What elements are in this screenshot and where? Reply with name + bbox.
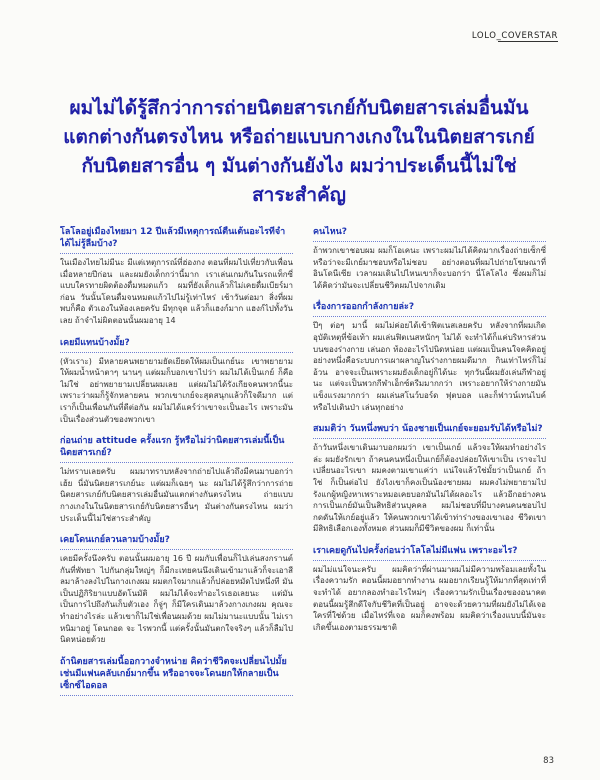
question: ก่อนถ่าย attitude ครั้งแรก รู้หรือไม่ว่านิตยสารเล่มนี้เป็นนิตยสารเกย์? [60,435,293,463]
question: ถ้านิตยสารเล่มนี้ออกวางจำหน่าย คิดว่าชีวิตจะเปลี่ยนไปมั้ย เช่นมีแฟนคลับเกย์มากขึ้น หรืออาจจะโดนยกให้กลายเป็นเซ็กซ์ไอดอล [60,656,293,696]
question: เราเคยดูกันไปครั้งก่อนว่าโลโลไม่มีแฟน เพราะอะไร? [313,545,546,561]
qa-block [60,435,293,524]
question: สมมติว่า วันหนึ่งพบว่า น้องชายเป็นเกย์จะยอมรับได้หรือไม่? [313,423,546,439]
qa-block [313,423,546,535]
question: โลโลอยู่เมืองไทยมา 12 ปีแล้วมีเหตุการณ์ตื่นเต้นอะไรที่จำได้ไม่รู้ลืมบ้าง? [60,226,293,254]
qa-block [60,337,293,426]
answer: เคยมีครั้งนึงครับ ตอนนั้นผมอายุ 16 ปี ผมกับเพื่อนก็ไปเล่นสงกรานต์กันที่พัทยา ไปกันกลุ่มใหญ่ๆ ก็มีกะเทยคนนึงเดินเข้ามาแล้วก็จะเอาสีลมาล้างลงไปในกางเกงผม ผมตกใจมากแล้วก็ปล่อยหมัดไปหนึ่งที มันเป็นปฏิกิริยาแบบอัตโนมัติ ผมไม่ได้จะทำอะไรเธอเลยนะ แต่มันเป็นการไปถึงกันเก็บตัวเอง ก็จู่ๆ ก็มีใครเดินมาล้วงกางเกงผม คุณจะทำอย่างไรล่ะ แล้วเขาก็ไม่ใช่เพื่อนผมด้วย ผมไม่มานะแบบนั้น ไม่เราหนิมาอยู่ โดนกอด จะ ไรพวกนี้ แต่ครั้งนั้นมันตกใจจริงๆ แล้วก็ลืมไปนิดหน่อยด้วย [60,554,293,645]
section-tag: LOLO_COVERSTAR [471,31,558,41]
question: เคยโดนเกย์ลวนลามบ้างมั้ย? [60,534,293,550]
question: เรื่องการออกกำลังกายล่ะ? [313,301,546,317]
left-column [60,226,293,756]
answer: ถ้าพวกเขาชอบผม ผมก็โอเคนะ เพราะผมไม่ได้คิดมากเรื่องถ่ายเซ็กซี่ หรือว่าจะมีเกย์มาชอบหรือไม่ชอบ อย่างตอนที่ผมไปถ่ายโฆษณาที่อินโดนีเซีย เวลาผมเดินไปไหนเขาก็จะบอกว่า นี่โลโลไง ซึ่งผมก็ไม่ได้คิดว่ามันจะเปลี่ยนชีวิตผมไปจากเดิม [313,246,546,290]
right-column [313,226,546,756]
answer: ผมไม่แน่ใจนะครับ ผมคิดว่าที่ผ่านมาผมไม่มีความพร้อมเลยทั้งในเรื่องความรัก ตอนนี้ผมอยากทำงาน ผมอยากเรียนรู้ให้มากที่สุดเท่าที่จะทำได้ อยากลองทำอะไรใหม่ๆ เรื่องความรักเป็นเรื่องของอนาคต ตอนนี้ผมรู้สึกดีใจกับชีวิตที่เป็นอยู่ อาจจะด้วยความที่ผมยังไม่ได้เจอใครที่ใช่ด้วย เมื่อไหร่ที่เจอ ผมก็คงพร้อม ผมคิดว่าเรื่องแบบนี้มันจะเกิดขึ้นเองตามธรรมชาติ [313,564,546,632]
answer: ถ้าวันหนึ่งเขาเดินมาบอกผมว่า เขาเป็นเกย์ แล้วจะให้ผมทำอย่างไรล่ะ ผมยังรักเขา ถ้าคนคนหนึ่งเป็นเกย์ก็ต้องปล่อยให้เขาเป็น เราจะไปเปลี่ยนอะไรเขา ผมคงตามเขาแค่ว่า แน่ใจแล้วใช่มั้ยว่าเป็นเกย์ ถ้าใช่ ก็เป็นต่อไป ยังไงเขาก็คงเป็นน้องชายผม ผมคงไม่พยายามไปรังแกผู้หญิงหาเพราะหมอเคยบอกมันไม่ได้ผลอะไร แล้วอีกอย่างคนการเป็นเกย์มันเป็นสิทธิส่วนบุคคล ผมไม่ชอบที่มีบางคนคนชอบไปกดดันให้เกย์อยู่แล้ว ให้คนพวกเขาได้เข้าท่าร่างของเขาเอง ชีวิตเขามีสิทธิเลือกเองทั้งหมด ส่วนผมก็มีชีวิตของผม ก็เท่านั้น [313,443,546,534]
header-rule [498,41,558,42]
question: คนไหน? [313,226,546,242]
answer: ไม่ทราบเลยครับ ผมมาทราบหลังจากถ่ายไปแล้วถึงมีคนมาบอกว่า เฮ้ย นี่มันนิตยสารเกย์นะ แต่ผมก็เฉยๆ นะ ผมไม่ได้รู้สึกว่าการถ่ายนิตยสารเกย์กับนิตยสารเล่มอื่นมันแตกต่างกันตรงไหน ถ่ายแบบกางเกงในในนิตยสารเกย์กับนิตยสารอื่นๆ มันต่างกันตรงไหน ผมว่าประเด็นนี้ไม่ใช่สาระสำคัญ [60,467,293,523]
qa-block [313,545,546,634]
qa-block [313,301,546,413]
page-number: 83 [543,756,554,766]
qa-block [60,534,293,646]
answer: ปีๆ ต่อๆ มานี้ ผมไม่ค่อยได้เข้าฟิตเนสเลยครับ หลังจากที่ผมเกิดอุบัติเหตุที่ข้อเท้า ผมเล่นฟิตเนสหนักๆ ไม่ได้ จะทำได้ก็แค่บริหารส่วนบนของร่างกาย เล่นอก ท้องอะไรไปนิดหน่อย แต่ผมเป็นคนใจคคิดอยู่อย่างหนึ่งคือระบบการเผาผลาญในร่างกายผมดีมาก กินเท่าไหร่ก็ไม่อ้วน อาจจะเป็นเพราะผมยังเด็กอยู่ก็ได้นะ ทุกวันนี้ผมยังเล่นกีฬาอยู่นะ แต่จะเป็นพวกกีฬาเอ็กซ์ตรีมมากกว่า เพราะอยากให้ร่างกายมันแข็งแรงมากกว่า ผมเล่นสโนว์บอร์ด ฟุตบอล และก็ฟาวน์เทนไบค์ หรือไปเดินป่า เล่นทุกอย่าง [313,321,546,412]
qa-block [60,656,293,696]
qa-block [60,226,293,327]
pull-quote-headline: ผมไม่ได้รู้สึกว่าการถ่ายนิตยสารเกย์กับนิตยสารเล่มอื่นมันแตกต่างกันตรงไหน หรือถ่ายแบบกางเกงในในนิตยสารเกย์กับนิตยสารอื่น ๆ มันต่างกันยังไง ผมว่าประเด็นนี้ไม่ใช่สาระสำคัญ [63,97,535,206]
qa-block [313,226,546,291]
question: เคยมีแทนบ้างมั้ย? [60,337,293,353]
answer: (หัวเราะ) มีหลายคนพยายามยัดเยียดให้ผมเป็นเกย์นะ เขาพยายามให้ผมน้ำหน้าตาๆ นานๆ แต่ผมก็บอกเขาไปว่า ผมไม่ได้เป็นเกย์ ก็คือไม่ใช่ อย่าพยายามเปลี่ยนผมเลย แต่ผมไม่ได้รังเกียจคนพวกนี้นะ เพราะว่าผมก็รู้จักหลายคน พวกเขาเกย์จะสุดสนุกแล้วก็ใจดีมาก แต่เราก็เป็นเพื่อนกันที่ดีต่อกัน ผมไม่ได้แคร์ว่าเขาจะเป็นอะไร เพราะมันเป็นเรื่องส่วนตัวของพวกเขา [60,356,293,424]
answer: ในเมืองไทยไม่มีนะ มีแต่เหตุการณ์ที่ฮ่องกง ตอนที่ผมไปเที่ยวกับเพื่อนเมื่อหลายปีก่อน และผมยังเด็กกว่านี้มาก เราเล่นเกมกันในรถแท็กซี่ แบบใครทายผิดต้องดื่มหมดแก้ว ผมที่ยังเด็กแล้วก็ไม่เคยดื่มเบียร์มาก่อน วันนั้นโดนดื่มจนหมดแก้วไปไม่รู้เท่าไหร่ เช้าวันต่อมา สิ่งที่ผมพบก็คือ ตัวเองในห้องเลยครับ มีทุกจุด แล้วก็แฮงก์มาก แฮงก์ไปทั้งวันเลย ถ้าจำไม่ผิดตอนนั้นผมอายุ 14 [60,258,293,325]
